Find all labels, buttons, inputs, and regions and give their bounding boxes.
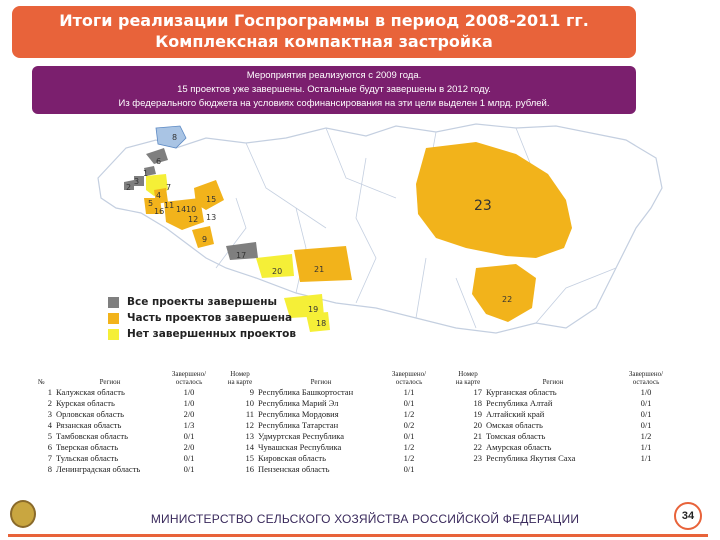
table-row: 1 Калужская область 1/0 [47,386,195,397]
map-label: 23 [474,198,492,214]
swatch-yellow [108,329,119,340]
map-label: 20 [272,267,283,276]
table-row: 13 Удмуртская Республика 0/1 [245,430,415,441]
table-row: 5 Тамбовская область 0/1 [47,430,195,441]
regions-table-2: Номер на карте Регион Завершено/ осталось 9 Республика Башкортостан 1/1 10 Республика Марий Эл 0/1 11 Республика Мордовия 1/2 12 Республика Татарстан 0/2 13 Удмуртская Республика 0/1 14 Чувашская Республика 1/2 15 Кировская область 1/2 16 Пензенская область 0/1 [224,364,432,474]
table-row: 20 Омская область 0/1 [473,419,652,430]
map-label: 12 [188,215,199,224]
swatch-gray [108,297,119,308]
slide-title [12,6,636,58]
legend-item-all-done: Все проекты завершены [108,294,296,310]
map-label: 13 [206,213,217,222]
map-legend [108,294,296,342]
table-row: 12 Республика Татарстан 0/2 [245,419,415,430]
map-label: 3 [134,177,140,186]
region-8 [156,126,186,148]
region-21 [294,246,352,282]
table-row: 4 Рязанская область 1/3 [47,419,195,430]
map-label: 1 [143,169,149,178]
map-label: 4 [156,191,162,200]
table-row: 17 Курганская область 1/0 [473,386,652,397]
map-label: 11 [164,201,175,210]
info-line-3: Из федерального бюджета на условиях софинансирования на эти цели выделен 1 млрд. рублей. [118,98,550,109]
table-row: 6 Тверская область 2/0 [47,441,195,452]
regions-table-1: № Регион Завершено/ осталось 1 Калужская область 1/0 2 Курская область 1/0 3 Орловская область 2/0 4 Рязанская область 1/3 5 Тамбовская область 0/1 6 Тверская область 2/0 7 Тульская область 0/1 8 Ленинградская область 0/1 [36,364,212,474]
table-row: 10 Республика Марий Эл 0/1 [245,397,415,408]
title-line-1: Итоги реализации Госпрограммы в период 2008-2011 гг. [59,11,589,30]
table-row: 8 Ленинградская область 0/1 [47,463,195,474]
map-label: 22 [502,295,513,304]
footer-ministry: МИНИСТЕРСТВО СЕЛЬСКОГО ХОЗЯЙСТВА РОССИЙСКОЙ ФЕДЕРАЦИИ [150,512,580,526]
table-row: 19 Алтайский край 0/1 [473,408,652,419]
table-row: 2 Курская область 1/0 [47,397,195,408]
table-row: 3 Орловская область 2/0 [47,408,195,419]
table-row: 23 Республика Якутия Саха 1/1 [473,452,652,463]
map-label: 6 [156,157,162,166]
info-line-1: Мероприятия реализуются с 2009 года. [246,70,422,81]
map-label: 19 [308,305,319,314]
info-line-2: 15 проектов уже завершены. Остальные будут завершены в 2012 году. [177,84,491,95]
table-row: 18 Республика Алтай 0/1 [473,397,652,408]
map-label: 21 [314,265,325,274]
map-label: 7 [166,183,172,192]
table-row: 22 Амурская область 1/1 [473,441,652,452]
table-row: 7 Тульская область 0/1 [47,452,195,463]
map-label: 18 [316,319,327,328]
title-line-2: Комплексная компактная застройка [155,32,493,51]
info-banner [32,66,636,114]
legend-item-none: Нет завершенных проектов [108,326,296,342]
table-row: 16 Пензенская область 0/1 [245,463,415,474]
map-label: 8 [172,133,178,142]
map-label: 15 [206,195,217,204]
table-row: 14 Чувашская Республика 1/2 [245,441,415,452]
swatch-orange [108,313,119,324]
table-row: 15 Кировская область 1/2 [245,452,415,463]
table-row: 9 Республика Башкортостан 1/1 [249,386,415,397]
map-label: 14 [176,205,187,214]
map-label: 9 [202,235,208,244]
page-number: 34 [674,502,702,530]
map-label: 17 [236,251,247,260]
table-row: 21 Томская область 1/2 [473,430,652,441]
map-label: 16 [154,207,165,216]
footer-divider [8,534,708,537]
legend-item-partial: Часть проектов завершена [108,310,296,326]
map-label: 2 [126,183,132,192]
map-label: 10 [186,205,197,214]
ministry-emblem-icon [10,500,36,528]
map-label: 5 [148,199,154,208]
table-row: 11 Республика Мордовия 1/2 [245,408,415,419]
regions-table-3: Номер на карте Регион Завершено/ осталось 17 Курганская область 1/0 18 Республика Алтай 0/1 19 Алтайский край 0/1 20 Омская область 0/1 21 Томская область 1/2 22 Амурская область 1/1 23 Республика Якутия Саха 1/1 [452,364,670,463]
